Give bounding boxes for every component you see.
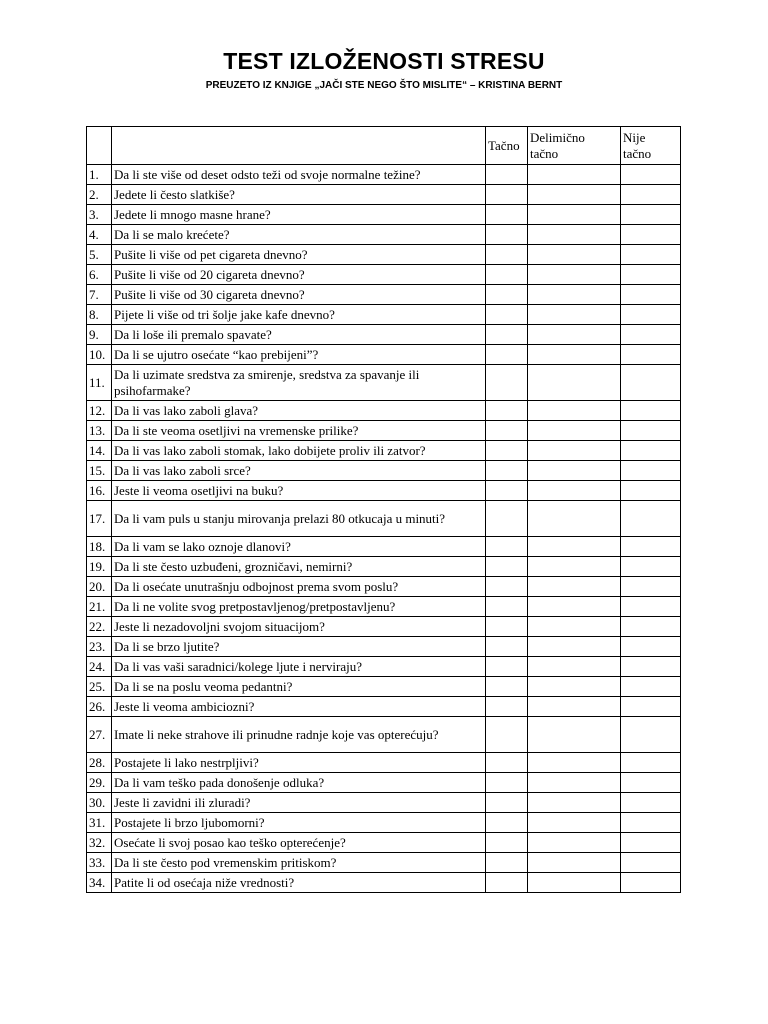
answer-false-cell[interactable] — [621, 421, 681, 441]
answer-false-cell[interactable] — [621, 677, 681, 697]
answer-partial-cell[interactable] — [528, 617, 621, 637]
answer-true-cell[interactable] — [486, 245, 528, 265]
header-partially-true — [528, 127, 621, 165]
question-text: Osećate li svoj posao kao teško opterećenje? — [112, 833, 486, 853]
table-row — [87, 873, 681, 893]
answer-partial-cell[interactable] — [528, 537, 621, 557]
document-title: TEST IZLOŽENOSTI STRESU — [223, 48, 545, 74]
question-number: 12. — [87, 401, 112, 421]
answer-partial-cell[interactable] — [528, 677, 621, 697]
question-number: 34. — [87, 873, 112, 893]
table-row — [87, 245, 681, 265]
question-text: Da li vam teško pada donošenje odluka? — [112, 773, 486, 793]
answer-false-cell[interactable] — [621, 265, 681, 285]
answer-false-cell[interactable] — [621, 501, 681, 537]
question-number: 14. — [87, 441, 112, 461]
table-row — [87, 813, 681, 833]
answer-partial-cell[interactable] — [528, 657, 621, 677]
table-row — [87, 597, 681, 617]
question-text: Postajete li lako nestrpljivi? — [112, 753, 486, 773]
answer-partial-cell[interactable] — [528, 205, 621, 225]
question-text: Da li ste često uzbuđeni, grozničavi, nemirni? — [112, 557, 486, 577]
answer-false-cell[interactable] — [621, 537, 681, 557]
answer-false-cell[interactable] — [621, 401, 681, 421]
answer-partial-cell[interactable] — [528, 793, 621, 813]
answer-partial-cell[interactable] — [528, 597, 621, 617]
answer-false-cell[interactable] — [621, 557, 681, 577]
header-not-true — [621, 127, 681, 165]
answer-false-cell[interactable] — [621, 597, 681, 617]
answer-true-cell[interactable] — [486, 577, 528, 597]
stress-test-table — [86, 126, 681, 893]
answer-false-cell[interactable] — [621, 793, 681, 813]
question-number: 22. — [87, 617, 112, 637]
question-text: Jeste li zavidni ili zluradi? — [112, 793, 486, 813]
table-row — [87, 833, 681, 853]
answer-false-cell[interactable] — [621, 617, 681, 637]
question-number: 16. — [87, 481, 112, 501]
answer-true-cell[interactable] — [486, 853, 528, 873]
answer-partial-cell[interactable] — [528, 773, 621, 793]
question-number: 11. — [87, 365, 112, 401]
table-row — [87, 637, 681, 657]
answer-true-cell[interactable] — [486, 345, 528, 365]
question-text: Pušite li više od 20 cigareta dnevno? — [112, 265, 486, 285]
answer-false-cell[interactable] — [621, 225, 681, 245]
answer-true-cell[interactable] — [486, 325, 528, 345]
answer-false-cell[interactable] — [621, 773, 681, 793]
answer-false-cell[interactable] — [621, 345, 681, 365]
question-number: 30. — [87, 793, 112, 813]
question-text: Pušite li više od 30 cigareta dnevno? — [112, 285, 486, 305]
question-text: Jedete li mnogo masne hrane? — [112, 205, 486, 225]
answer-partial-cell[interactable] — [528, 165, 621, 185]
answer-partial-cell[interactable] — [528, 461, 621, 481]
table-row — [87, 205, 681, 225]
question-number: 27. — [87, 717, 112, 753]
question-text: Da li ste više od deset odsto teži od svoje normalne težine? — [112, 165, 486, 185]
question-number: 10. — [87, 345, 112, 365]
header-number — [87, 127, 112, 165]
table-row — [87, 697, 681, 717]
answer-false-cell[interactable] — [621, 245, 681, 265]
question-text: Jedete li često slatkiše? — [112, 185, 486, 205]
question-text: Da li se malo krećete? — [112, 225, 486, 245]
answer-partial-cell[interactable] — [528, 421, 621, 441]
answer-false-cell[interactable] — [621, 205, 681, 225]
answer-false-cell[interactable] — [621, 461, 681, 481]
question-number: 1. — [87, 165, 112, 185]
answer-partial-cell[interactable] — [528, 345, 621, 365]
table-row — [87, 557, 681, 577]
question-number: 17. — [87, 501, 112, 537]
question-text: Da li se brzo ljutite? — [112, 637, 486, 657]
answer-true-cell[interactable] — [486, 657, 528, 677]
header-question — [112, 127, 486, 165]
answer-partial-cell[interactable] — [528, 813, 621, 833]
header-partial-line1: Delimično — [530, 129, 585, 145]
question-number: 4. — [87, 225, 112, 245]
question-number: 33. — [87, 853, 112, 873]
answer-true-cell[interactable] — [486, 285, 528, 305]
answer-partial-cell[interactable] — [528, 365, 621, 401]
answer-true-cell[interactable] — [486, 365, 528, 401]
answer-true-cell[interactable] — [486, 793, 528, 813]
table-row — [87, 421, 681, 441]
question-number: 20. — [87, 577, 112, 597]
question-number: 7. — [87, 285, 112, 305]
question-number: 28. — [87, 753, 112, 773]
answer-false-cell[interactable] — [621, 813, 681, 833]
question-text: Patite li od osećaja niže vrednosti? — [112, 873, 486, 893]
table-row — [87, 717, 681, 753]
answer-true-cell[interactable] — [486, 265, 528, 285]
question-number: 6. — [87, 265, 112, 285]
question-text: Da li uzimate sredstva za smirenje, sredstva za spavanje ili psihofarmake? — [112, 365, 486, 401]
table-row — [87, 265, 681, 285]
question-number: 2. — [87, 185, 112, 205]
table-row — [87, 441, 681, 461]
answer-true-cell[interactable] — [486, 165, 528, 185]
question-number: 5. — [87, 245, 112, 265]
table-row — [87, 617, 681, 637]
answer-false-cell[interactable] — [621, 325, 681, 345]
answer-partial-cell[interactable] — [528, 501, 621, 537]
answer-false-cell[interactable] — [621, 441, 681, 461]
question-text: Pijete li više od tri šolje jake kafe dnevno? — [112, 305, 486, 325]
question-number: 25. — [87, 677, 112, 697]
question-number: 19. — [87, 557, 112, 577]
answer-false-cell[interactable] — [621, 165, 681, 185]
answer-false-cell[interactable] — [621, 853, 681, 873]
answer-false-cell[interactable] — [621, 185, 681, 205]
header-false-line2: tačno — [623, 145, 652, 161]
table-row — [87, 305, 681, 325]
answer-true-cell[interactable] — [486, 697, 528, 717]
question-text: Da li ste često pod vremenskim pritiskom? — [112, 853, 486, 873]
answer-true-cell[interactable] — [486, 617, 528, 637]
question-text: Da li vas lako zaboli glava? — [112, 401, 486, 421]
answer-false-cell[interactable] — [621, 305, 681, 325]
question-number: 9. — [87, 325, 112, 345]
answer-true-cell[interactable] — [486, 225, 528, 245]
answer-true-cell[interactable] — [486, 401, 528, 421]
header-partial-line2: tačno — [530, 145, 559, 161]
table-row — [87, 773, 681, 793]
answer-partial-cell[interactable] — [528, 717, 621, 753]
answer-false-cell[interactable] — [621, 657, 681, 677]
question-text: Da li ne volite svog pretpostavljenog/pretpostavljenu? — [112, 597, 486, 617]
question-number: 13. — [87, 421, 112, 441]
answer-true-cell[interactable] — [486, 637, 528, 657]
question-number: 21. — [87, 597, 112, 617]
answer-true-cell[interactable] — [486, 717, 528, 753]
answer-partial-cell[interactable] — [528, 245, 621, 265]
table-row — [87, 481, 681, 501]
answer-true-cell[interactable] — [486, 461, 528, 481]
answer-false-cell[interactable] — [621, 833, 681, 853]
question-text: Jeste li veoma osetljivi na buku? — [112, 481, 486, 501]
answer-true-cell[interactable] — [486, 421, 528, 441]
header-true — [486, 127, 528, 165]
question-number: 31. — [87, 813, 112, 833]
table-row — [87, 185, 681, 205]
answer-true-cell[interactable] — [486, 441, 528, 461]
question-number: 18. — [87, 537, 112, 557]
answer-true-cell[interactable] — [486, 501, 528, 537]
answer-partial-cell[interactable] — [528, 637, 621, 657]
document-subtitle: PREUZETO IZ KNJIGE „JAČI STE NEGO ŠTO MISLITE“ – KRISTINA BERNT — [205, 80, 563, 91]
question-number: 24. — [87, 657, 112, 677]
question-text: Da li se na poslu veoma pedantni? — [112, 677, 486, 697]
answer-partial-cell[interactable] — [528, 577, 621, 597]
question-number: 8. — [87, 305, 112, 325]
question-text: Imate li neke strahove ili prinudne radnje koje vas opterećuju? — [112, 717, 486, 753]
answer-true-cell[interactable] — [486, 557, 528, 577]
answer-partial-cell[interactable] — [528, 185, 621, 205]
question-text: Pušite li više od pet cigareta dnevno? — [112, 245, 486, 265]
answer-false-cell[interactable] — [621, 637, 681, 657]
question-text: Jeste li veoma ambiciozni? — [112, 697, 486, 717]
table-row — [87, 677, 681, 697]
answer-true-cell[interactable] — [486, 833, 528, 853]
answer-true-cell[interactable] — [486, 873, 528, 893]
answer-true-cell[interactable] — [486, 205, 528, 225]
answer-false-cell[interactable] — [621, 717, 681, 753]
question-number: 29. — [87, 773, 112, 793]
answer-partial-cell[interactable] — [528, 285, 621, 305]
answer-partial-cell[interactable] — [528, 441, 621, 461]
answer-false-cell[interactable] — [621, 753, 681, 773]
answer-false-cell[interactable] — [621, 873, 681, 893]
table-row — [87, 793, 681, 813]
question-text: Da li vas lako zaboli stomak, lako dobijete proliv ili zatvor? — [112, 441, 486, 461]
answer-true-cell[interactable] — [486, 537, 528, 557]
question-text: Postajete li brzo ljubomorni? — [112, 813, 486, 833]
question-text: Da li loše ili premalo spavate? — [112, 325, 486, 345]
answer-true-cell[interactable] — [486, 813, 528, 833]
table-row — [87, 657, 681, 677]
answer-partial-cell[interactable] — [528, 305, 621, 325]
question-text: Da li se ujutro osećate “kao prebijeni”? — [112, 345, 486, 365]
question-text: Jeste li nezadovoljni svojom situacijom? — [112, 617, 486, 637]
answer-partial-cell[interactable] — [528, 401, 621, 421]
table-row — [87, 325, 681, 345]
answer-true-cell[interactable] — [486, 677, 528, 697]
answer-partial-cell[interactable] — [528, 853, 621, 873]
table-row — [87, 401, 681, 421]
header-false-line1: Nije — [623, 129, 646, 145]
table-row — [87, 365, 681, 401]
question-number: 3. — [87, 205, 112, 225]
question-number: 32. — [87, 833, 112, 853]
answer-partial-cell[interactable] — [528, 697, 621, 717]
table-row — [87, 345, 681, 365]
answer-partial-cell[interactable] — [528, 325, 621, 345]
header-true-label: Tačno — [488, 137, 520, 153]
question-text: Da li osećate unutrašnju odbojnost prema svom poslu? — [112, 577, 486, 597]
question-number: 26. — [87, 697, 112, 717]
answer-partial-cell[interactable] — [528, 225, 621, 245]
table-row — [87, 537, 681, 557]
answer-true-cell[interactable] — [486, 773, 528, 793]
answer-true-cell[interactable] — [486, 185, 528, 205]
answer-partial-cell[interactable] — [528, 833, 621, 853]
table-row — [87, 853, 681, 873]
question-text: Da li vas lako zaboli srce? — [112, 461, 486, 481]
table-row — [87, 753, 681, 773]
answer-false-cell[interactable] — [621, 285, 681, 305]
table-row — [87, 165, 681, 185]
table-row — [87, 577, 681, 597]
table-row — [87, 461, 681, 481]
question-text: Da li ste veoma osetljivi na vremenske prilike? — [112, 421, 486, 441]
question-number: 23. — [87, 637, 112, 657]
answer-partial-cell[interactable] — [528, 753, 621, 773]
table-row — [87, 501, 681, 537]
question-text: Da li vas vaši saradnici/kolege ljute i nerviraju? — [112, 657, 486, 677]
answer-true-cell[interactable] — [486, 597, 528, 617]
answer-false-cell[interactable] — [621, 577, 681, 597]
answer-true-cell[interactable] — [486, 753, 528, 773]
question-text: Da li vam se lako oznoje dlanovi? — [112, 537, 486, 557]
answer-partial-cell[interactable] — [528, 265, 621, 285]
answer-partial-cell[interactable] — [528, 873, 621, 893]
answer-false-cell[interactable] — [621, 481, 681, 501]
table-header-row — [87, 127, 681, 165]
answer-true-cell[interactable] — [486, 481, 528, 501]
answer-false-cell[interactable] — [621, 365, 681, 401]
table-row — [87, 285, 681, 305]
question-text: Da li vam puls u stanju mirovanja prelazi 80 otkucaja u minuti? — [112, 501, 486, 537]
answer-partial-cell[interactable] — [528, 481, 621, 501]
answer-partial-cell[interactable] — [528, 557, 621, 577]
question-number: 15. — [87, 461, 112, 481]
answer-false-cell[interactable] — [621, 697, 681, 717]
answer-true-cell[interactable] — [486, 305, 528, 325]
table-row — [87, 225, 681, 245]
